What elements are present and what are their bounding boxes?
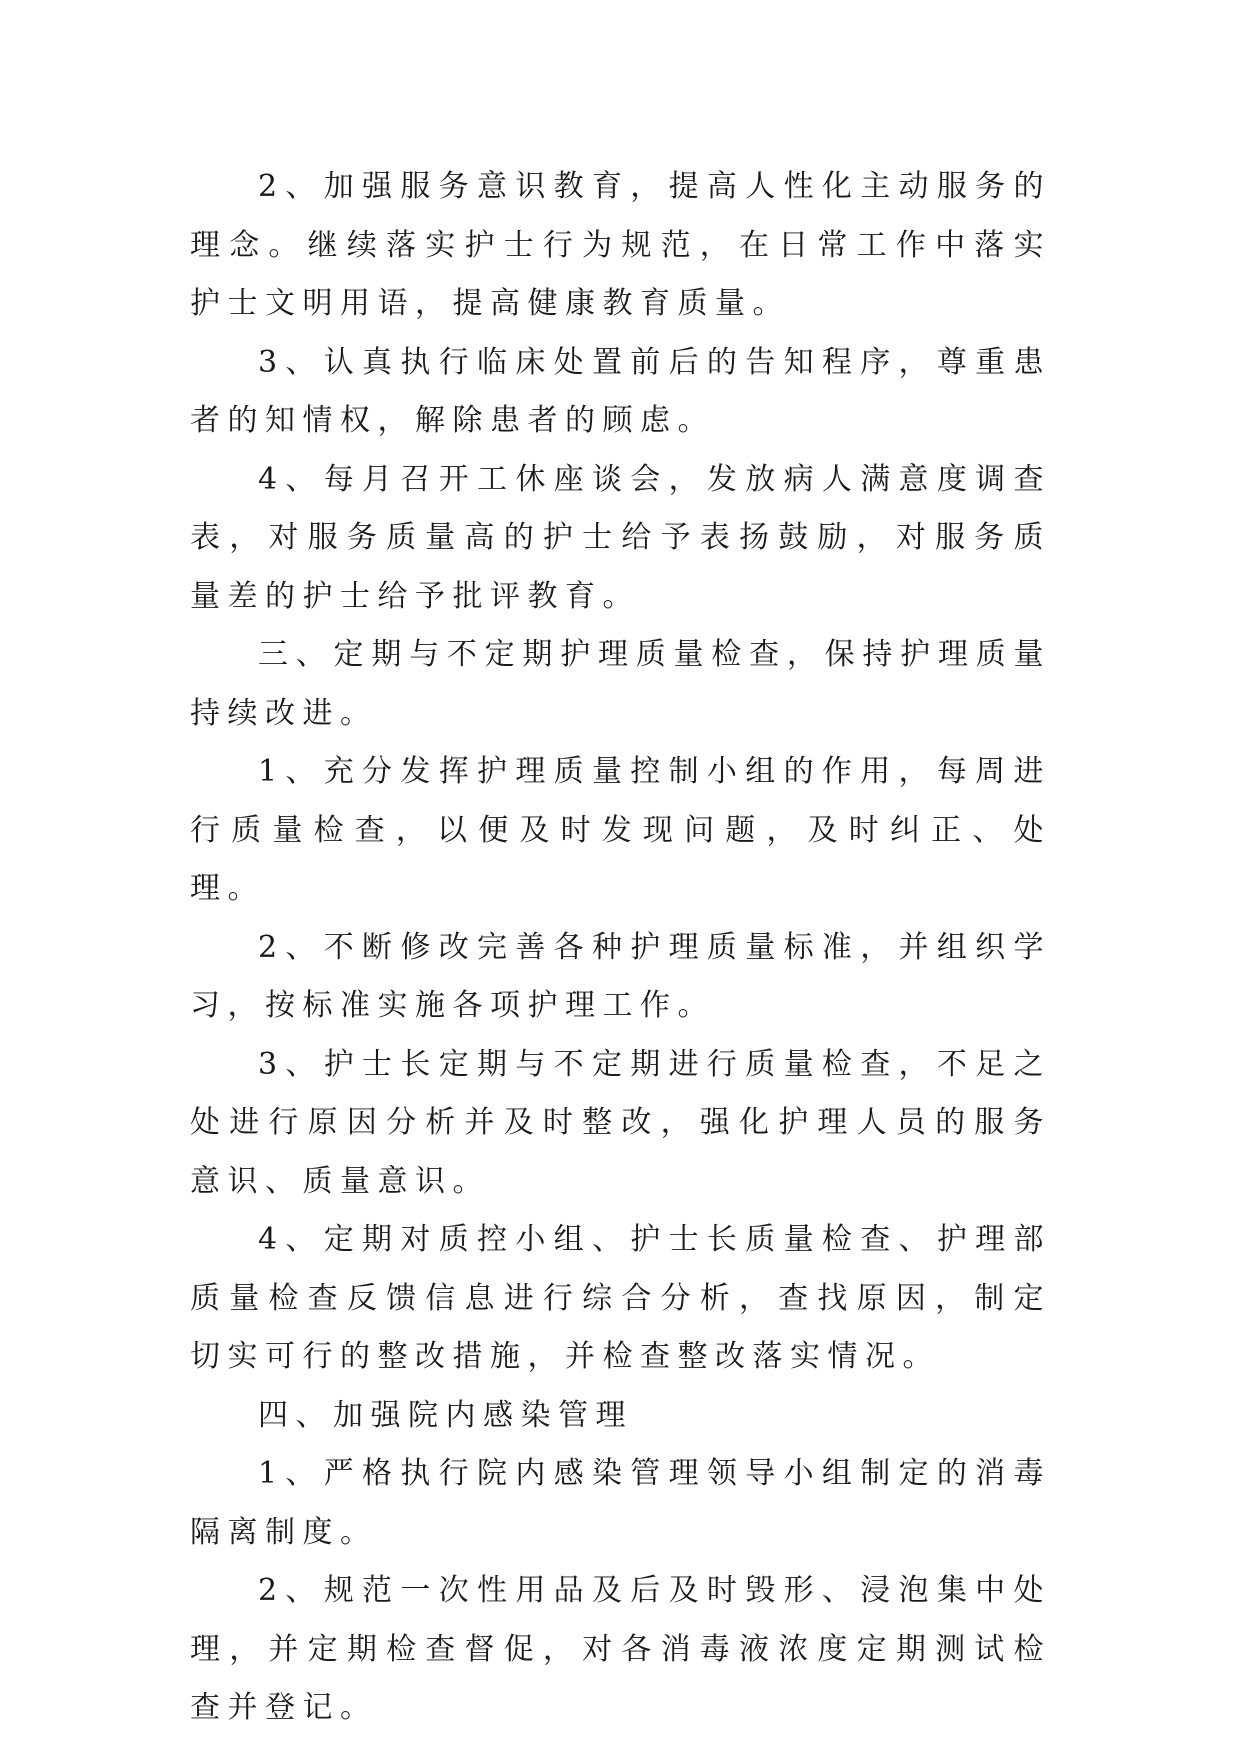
paragraph-patient-survey: 4、每月召开工休座谈会，发放病人满意度调查表，对服务质量高的护士给予表扬鼓励，对服务质量差的护士给予批评教育。 <box>190 461 1051 614</box>
paragraph-quality-control-group: 1、充分发挥护理质量控制小组的作用，每周进行质量检查，以便及时发现问题，及时纠正、处理。 <box>190 754 1051 906</box>
paragraph-feedback-analysis: 4、定期对质控小组、护士长质量检查、护理部质量检查反馈信息进行综合分析，查找原因，制定切实可行的整改措施，并检查整改落实情况。 <box>190 1222 1051 1374</box>
paragraph-informed-consent: 3、认真执行临床处置前后的告知程序，尊重患者的知情权，解除患者的顾虑。 <box>190 344 1051 438</box>
section-heading-quality-inspection: 三、定期与不定期护理质量检查，保持护理质量持续改进。 <box>190 637 1051 731</box>
paragraph-service-awareness: 2、加强服务意识教育，提高人性化主动服务的理念。继续落实护士行为规范，在日常工作中落实护士文明用语，提高健康教育质量。 <box>190 169 1051 321</box>
paragraph-head-nurse-inspection: 3、护士长定期与不定期进行质量检查，不足之处进行原因分析并及时整改，强化护理人员的服务意识、质量意识。 <box>190 1046 1051 1199</box>
section-heading-infection-control: 四、加强院内感染管理 <box>258 1397 633 1433</box>
paragraph-quality-standards: 2、不断修改完善各种护理质量标准，并组织学习，按标准实施各项护理工作。 <box>190 929 1051 1023</box>
paragraph-disinfection-policy: 1、严格执行院内感染管理领导小组制定的消毒隔离制度。 <box>190 1456 1051 1550</box>
paragraph-disposable-supplies: 2、规范一次性用品及后及时毁形、浸泡集中处理，并定期检查督促，对各消毒液浓度定期测试检查并登记。 <box>190 1573 1051 1725</box>
